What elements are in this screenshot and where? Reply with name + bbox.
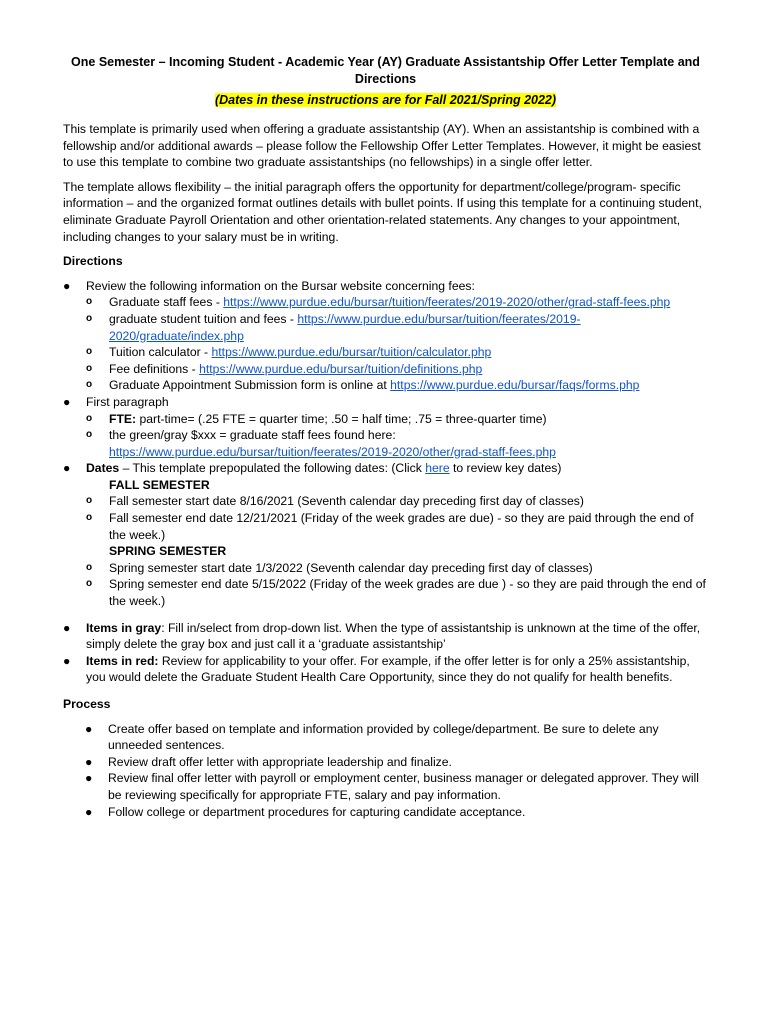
bullet-icon: ●: [63, 461, 71, 476]
dates-text-after: to review key dates): [449, 461, 562, 476]
sub-bullet-icon: o: [86, 362, 93, 374]
dates-note: [63, 92, 708, 109]
spacer: [86, 610, 708, 620]
fee-link[interactable]: https://www.purdue.edu/bursar/tuition/feerates/2019-2020/other/grad-staff-fees.php: [223, 295, 671, 310]
spring-start-text: Spring semester start date 1/3/2022 (Seventh calendar day preceding first day of classes): [109, 560, 593, 575]
list-item-gray: [63, 620, 708, 653]
list-item-spring-end: [86, 576, 708, 609]
list-item-fee-4: [86, 377, 708, 394]
intro-paragraph-2: The template allows flexibility – the initial paragraph offers the opportunity for department/college/program- specific information – and the organized format outlines details with bullet points. If using this template for a continuing student, eliminate Graduate Payroll Orientation and other orientation-related statements. Any changes to your appointment, including changes to your salary must be in writing.: [63, 179, 702, 244]
directions-heading: Directions: [63, 254, 123, 269]
first-paragraph-sublist: [86, 411, 708, 461]
sub-bullet-icon: o: [86, 495, 93, 507]
fall-semester-heading: FALL SEMESTER: [109, 477, 210, 492]
fee-label: Fee definitions -: [109, 361, 200, 376]
document-title: One Semester – Incoming Student - Academic Year (AY) Graduate Assistantship Offer Letter Template and Directions: [71, 55, 700, 86]
fees-sublist: [86, 294, 708, 394]
gray-label: Items in gray: [86, 620, 162, 635]
bullet-icon: ●: [85, 721, 93, 736]
list-item-fte: [86, 411, 708, 428]
process-text: Create offer based on template and information provided by college/department. Be sure to delete any unneeded sentences.: [108, 721, 659, 753]
sub-bullet-icon: o: [86, 578, 93, 590]
list-item-fall-end: [86, 510, 708, 543]
fee-link[interactable]: https://www.purdue.edu/bursar/faqs/forms.php: [390, 378, 640, 393]
spring-semester-heading: SPRING SEMESTER: [109, 544, 227, 559]
spring-dates-sublist: [86, 560, 708, 610]
list-item-process-2: [85, 770, 708, 803]
dates-label: Dates: [86, 461, 120, 476]
bullet-icon: ●: [85, 754, 93, 769]
process-text: Review final offer letter with payroll or employment center, business manager or delegated approver. They will be reviewing specifically for appropriate FTE, salary and pay information.: [108, 771, 699, 802]
dates-note-highlight: (Dates in these instructions are for Fall 2021/Spring 2022): [214, 93, 557, 107]
fte-label: FTE:: [109, 411, 137, 426]
key-dates-link[interactable]: here: [425, 461, 450, 476]
directions-list: [63, 278, 708, 686]
green-gray-text: the green/gray $xxx = graduate staff fees found here:: [109, 428, 396, 443]
intro-paragraph-1: This template is primarily used when offering a graduate assistantship (AY). When an assistantship is combined with a fellowship and/or additional awards – please follow the Fellowship Offer Letter Templates. However, it might be easiest to use this template to combine two graduate assistantships (no fellowships) in a single offer letter.: [63, 122, 701, 170]
review-fees-text: Review the following information on the Bursar website concerning fees:: [86, 278, 475, 293]
bullet-icon: ●: [63, 653, 71, 668]
fall-end-text: Fall semester end date 12/21/2021 (Friday of the week grades are due) - so they are paid through the end of the week.): [109, 511, 694, 542]
list-item-fall-start: [86, 493, 708, 510]
list-item-fee-1: [86, 311, 708, 344]
list-item-review-fees: [63, 278, 708, 394]
fall-dates-sublist: [86, 493, 708, 543]
fee-label: Graduate Appointment Submission form is online at: [109, 378, 391, 393]
list-item-fee-2: [86, 344, 708, 361]
process-heading: Process: [63, 697, 111, 711]
fee-label: graduate student tuition and fees -: [109, 311, 298, 326]
bullet-icon: ●: [85, 804, 93, 819]
red-text: Review for applicability to your offer. For example, if the offer letter is for only a 25% assistantship, you would delete the Graduate Student Health Care Opportunity, since they do not qualify for health benefits.: [86, 653, 690, 685]
sub-bullet-icon: o: [86, 412, 93, 424]
green-gray-link[interactable]: https://www.purdue.edu/bursar/tuition/feerates/2019-2020/other/grad-staff-fees.php: [109, 444, 556, 459]
list-item-first-paragraph: [63, 394, 708, 460]
fee-link[interactable]: https://www.purdue.edu/bursar/tuition/calculator.php: [211, 345, 492, 360]
sub-bullet-icon: o: [86, 346, 93, 358]
sub-bullet-icon: o: [86, 561, 93, 573]
fee-link[interactable]: https://www.purdue.edu/bursar/tuition/definitions.php: [199, 361, 483, 376]
sub-bullet-icon: o: [86, 379, 93, 391]
list-item-fee-0: [86, 294, 708, 311]
red-label: Items in red:: [86, 653, 159, 668]
list-item-red: [63, 653, 708, 686]
bullet-icon: ●: [85, 771, 93, 786]
dates-text-before: – This template prepopulated the following dates: (Click: [119, 461, 426, 476]
list-item-process-1: [85, 754, 708, 771]
bullet-icon: ●: [63, 394, 71, 409]
spring-end-text: Spring semester end date 5/15/2022 (Friday of the week grades are due ) - so they are paid through the end of the week.): [109, 577, 706, 609]
fee-label: Graduate staff fees -: [109, 295, 224, 310]
process-text: Follow college or department procedures for capturing candidate acceptance.: [108, 804, 526, 819]
process-list: [63, 721, 708, 821]
fee-link[interactable]: https://www.purdue.edu/bursar/tuition/feerates/2019-2020/graduate/index.php: [109, 311, 581, 343]
bullet-icon: ●: [63, 620, 71, 635]
list-item-spring-start: [86, 560, 708, 577]
list-item-dates: [63, 460, 708, 619]
bullet-icon: ●: [63, 278, 71, 293]
sub-bullet-icon: o: [86, 296, 93, 308]
sub-bullet-icon: o: [86, 429, 93, 441]
list-item-process-0: [85, 721, 708, 754]
list-item-fee-3: [86, 361, 708, 378]
process-text: Review draft offer letter with appropriate leadership and finalize.: [108, 754, 452, 769]
list-item-process-3: [85, 804, 708, 821]
fall-start-text: Fall semester start date 8/16/2021 (Seventh calendar day preceding first day of classes): [109, 494, 584, 509]
fte-text: part-time= (.25 FTE = quarter time; .50 = half time; .75 = three-quarter time): [136, 411, 547, 426]
gray-text: : Fill in/select from drop-down list. When the type of assistantship is unknown at the time of the offer, simply delete the gray box and just call it a ‘graduate assistantship’: [86, 620, 701, 652]
fee-label: Tuition calculator -: [109, 345, 212, 360]
sub-bullet-icon: o: [86, 312, 93, 324]
first-paragraph-label: First paragraph: [86, 394, 169, 409]
sub-bullet-icon: o: [86, 512, 93, 524]
list-item-green-gray: [86, 427, 708, 460]
